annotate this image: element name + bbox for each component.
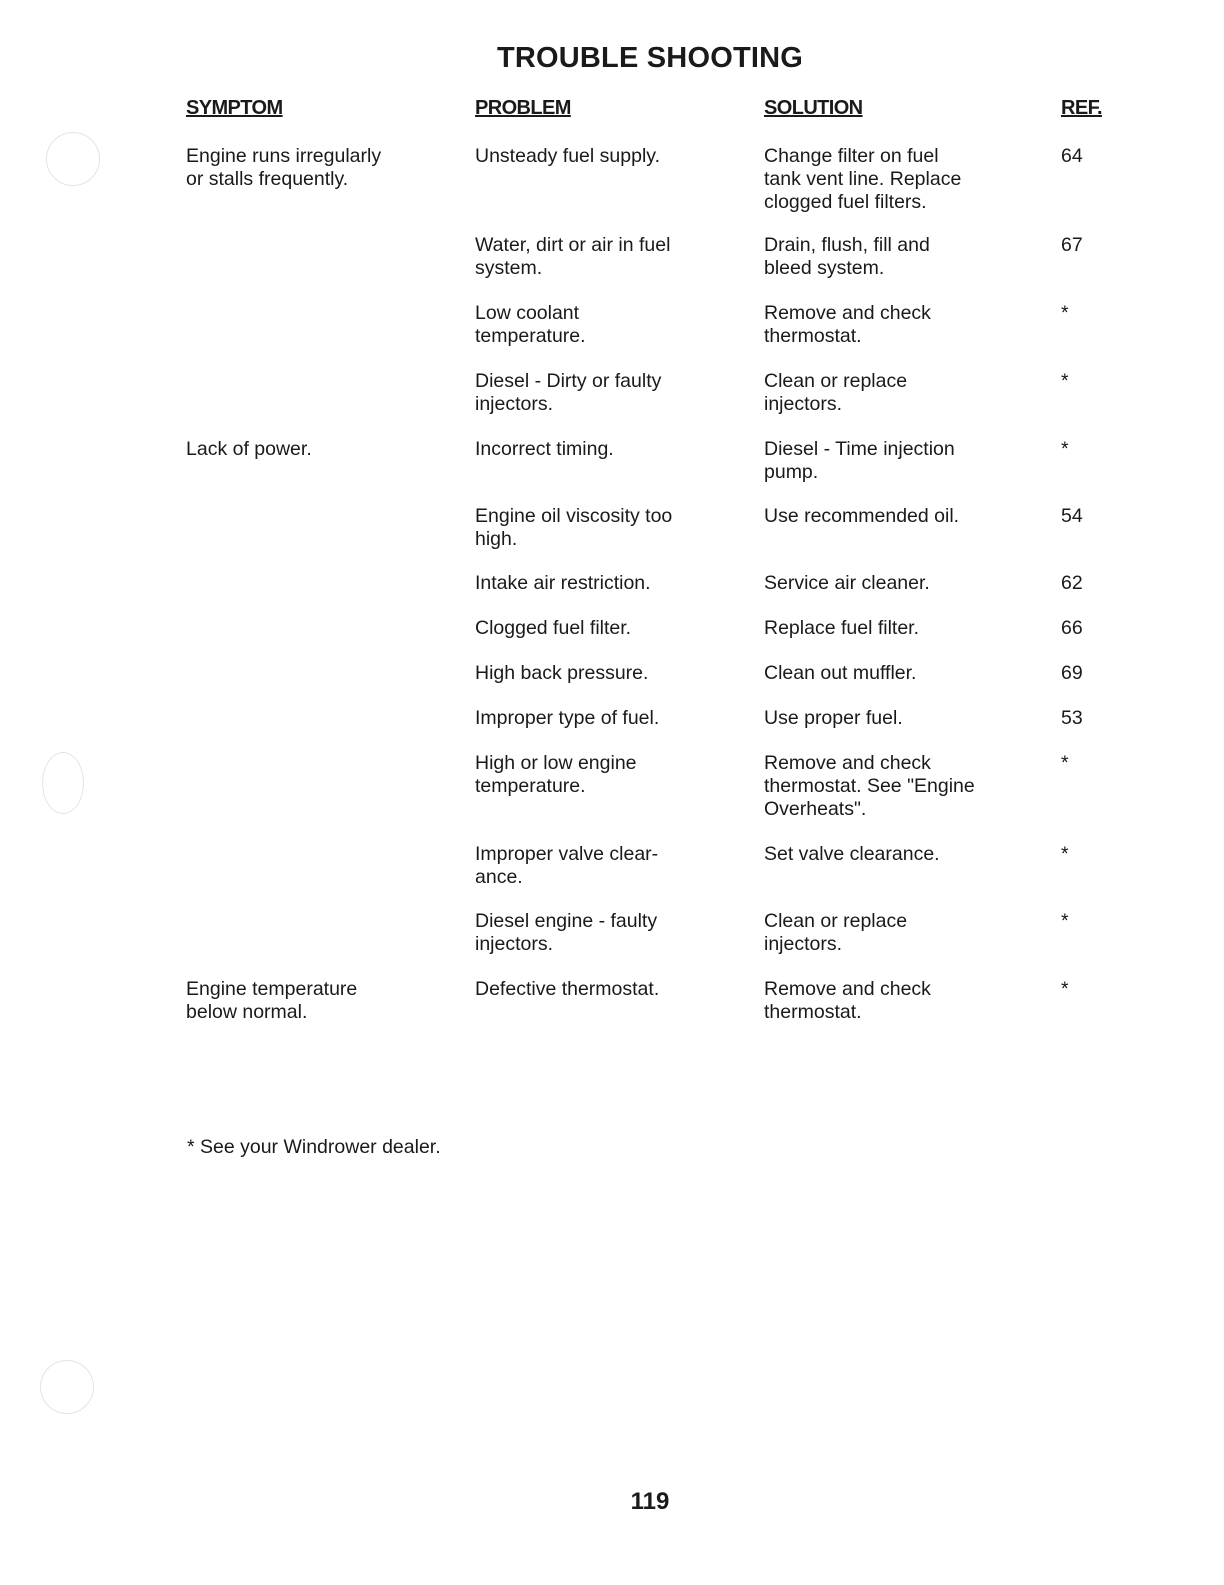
ref-cell: 62	[1061, 572, 1083, 594]
problem-cell: Unsteady fuel supply.	[475, 145, 660, 167]
solution-cell: Remove and check thermostat.	[764, 978, 931, 1023]
problem-cell: Incorrect timing.	[475, 438, 614, 460]
solution-cell: Clean or replace injectors.	[764, 910, 908, 955]
solution-cell: Clean out muffler.	[764, 662, 917, 684]
solution-cell: Change filter on fuel tank vent line. Replace clogged fuel filters.	[764, 145, 962, 213]
ref-cell: 66	[1061, 617, 1083, 639]
ref-cell: *	[1061, 843, 1069, 865]
header-solution: SOLUTION	[764, 97, 863, 119]
solution-cell: Replace fuel filter.	[764, 617, 920, 639]
solution-cell: Clean or replace injectors.	[764, 370, 908, 415]
header-ref: REF.	[1061, 97, 1102, 119]
ref-cell: 53	[1061, 707, 1083, 729]
symptom-cell: Lack of power.	[186, 438, 312, 460]
solution-cell: Use proper fuel.	[764, 707, 903, 729]
ref-cell: *	[1061, 978, 1069, 1000]
punch-hole-top	[46, 132, 100, 186]
symptom-cell: Engine temperature below normal.	[186, 978, 358, 1023]
problem-cell: Improper type of fuel.	[475, 707, 660, 729]
ref-cell: 54	[1061, 505, 1083, 527]
problem-cell: Intake air restriction.	[475, 572, 651, 594]
solution-cell: Remove and check thermostat. See "Engine Overheats".	[764, 752, 975, 820]
ref-cell: 67	[1061, 234, 1083, 256]
solution-cell: Service air cleaner.	[764, 572, 930, 594]
problem-cell: Diesel - Dirty or faulty injectors.	[475, 370, 662, 415]
ref-cell: *	[1061, 302, 1069, 324]
header-problem: PROBLEM	[475, 97, 571, 119]
problem-cell: High or low engine temperature.	[475, 752, 637, 797]
problem-cell: Improper valve clear- ance.	[475, 843, 659, 888]
solution-cell: Set valve clearance.	[764, 843, 940, 865]
problem-cell: Defective thermostat.	[475, 978, 660, 1000]
ref-cell: 64	[1061, 145, 1083, 167]
symptom-cell: Engine runs irregularly or stalls frequently.	[186, 145, 382, 190]
problem-cell: High back pressure.	[475, 662, 649, 684]
solution-cell: Diesel - Time injection pump.	[764, 438, 955, 483]
problem-cell: Clogged fuel filter.	[475, 617, 632, 639]
punch-hole-middle	[42, 752, 84, 814]
solution-cell: Drain, flush, fill and bleed system.	[764, 234, 930, 279]
page-title: TROUBLE SHOOTING	[496, 42, 804, 74]
page-number: 119	[630, 1488, 670, 1515]
punch-hole-bottom	[40, 1360, 94, 1414]
ref-cell: *	[1061, 910, 1069, 932]
problem-cell: Engine oil viscosity too high.	[475, 505, 673, 550]
problem-cell: Water, dirt or air in fuel system.	[475, 234, 671, 279]
solution-cell: Use recommended oil.	[764, 505, 960, 527]
footnote: * See your Windrower dealer.	[187, 1136, 441, 1158]
problem-cell: Low coolant temperature.	[475, 302, 586, 347]
problem-cell: Diesel engine - faulty injectors.	[475, 910, 658, 955]
ref-cell: *	[1061, 752, 1069, 774]
ref-cell: *	[1061, 370, 1069, 392]
header-symptom: SYMPTOM	[186, 97, 283, 119]
ref-cell: *	[1061, 438, 1069, 460]
ref-cell: 69	[1061, 662, 1083, 684]
solution-cell: Remove and check thermostat.	[764, 302, 931, 347]
